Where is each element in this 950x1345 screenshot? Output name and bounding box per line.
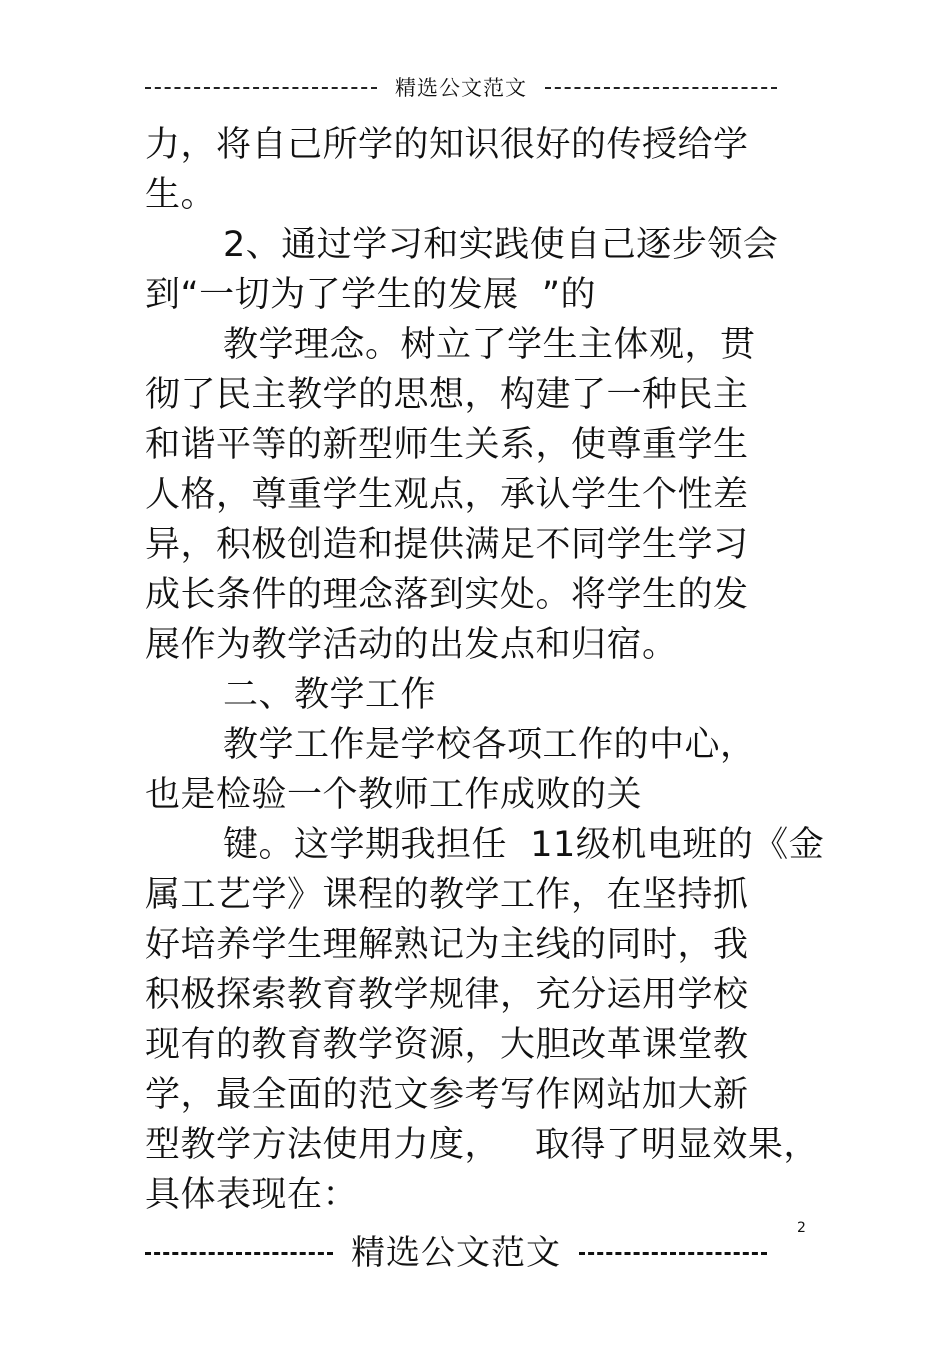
body-line: 生。 [145,175,217,215]
body-line: 彻了民主教学的思想，构建了一种民主 [145,375,749,415]
body-line: 属工艺学》课程的教学工作，在坚持抓 [145,875,749,915]
body-line: 型教学方法使用力度， 取得了明显效果， [145,1125,819,1165]
body-line: 到“一切为了学生的发展 ”的 [145,275,597,315]
header-dash-left [145,87,377,89]
body-line: 现有的教育教学资源，大胆改革课堂教 [145,1025,749,1065]
body-line: 展作为教学活动的出发点和归宿。 [145,625,678,665]
body-line: 2、通过学习和实践使自己逐步领会 [223,225,779,265]
body-line: 和谐平等的新型师生关系，使尊重学生 [145,425,749,465]
footer-title: 精选公文范文 [351,1233,561,1273]
body-line: 学，最全面的范文参考写作网站加大新 [145,1075,749,1115]
body-line: 积极探索教育教学规律，充分运用学校 [145,975,749,1015]
footer-dash-right [579,1252,767,1255]
header-title: 精选公文范文 [395,76,527,100]
page-footer [145,1231,767,1275]
body-line: 教学工作是学校各项工作的中心， [223,725,756,765]
body-line: 好培养学生理解熟记为主线的同时，我 [145,925,749,965]
body-line: 具体表现在： [145,1175,359,1215]
body-line: 人格，尊重学生观点，承认学生个性差 [145,475,749,515]
section-heading: 二、教学工作 [223,675,437,715]
footer-dash-left [145,1252,333,1255]
header-dash-right [545,87,777,89]
page-header [145,74,777,102]
page-number: 2 [797,1220,806,1236]
body-line: 成长条件的理念落到实处。将学生的发 [145,575,749,615]
body-line: 也是检验一个教师工作成败的关 [145,775,643,815]
body-line: 键。这学期我担任 11级机电班的《金 [223,825,825,865]
body-line: 力，将自己所学的知识很好的传授给学 [145,125,749,165]
body-line: 异，积极创造和提供满足不同学生学习 [145,525,749,565]
body-line: 教学理念。树立了学生主体观，贯 [223,325,756,365]
document-body [145,120,825,1220]
